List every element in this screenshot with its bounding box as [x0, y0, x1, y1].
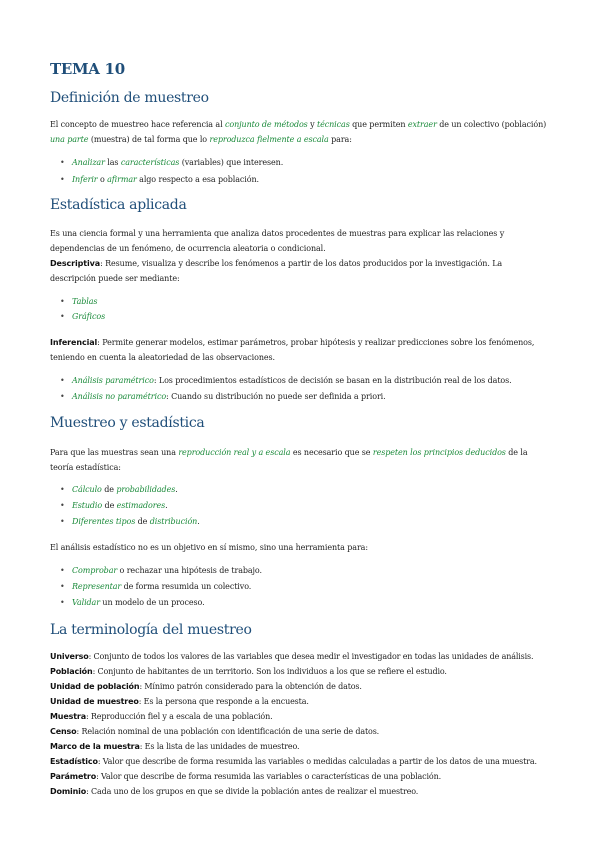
list-item: • Análisis no paramétrico: Cuando su distribución no puede ser definida a priori.: [60, 392, 386, 401]
paragraph-descriptiva: Descriptiva: Resume, visualiza y describe los fenómenos a partir de los datos producidos por la investigación. La descripción puede ser mediante:: [50, 259, 503, 283]
heading-terminologia: La terminología del muestreo: [50, 622, 252, 638]
bullet-icon: •: [60, 598, 65, 607]
list-item: • Análisis paramétrico: Los procedimientos estadísticos de decisión se basan en la distribución real de los datos.: [60, 376, 512, 385]
heading-definicion-muestreo: Definición de muestreo: [50, 90, 209, 106]
list-item: • Representar de forma resumida un colectivo.: [60, 582, 252, 591]
bullet-icon: •: [60, 312, 65, 321]
list-item: • Comprobar o rechazar una hipótesis de trabajo.: [60, 566, 262, 575]
term-dominio: Dominio: Cada uno de los grupos en que se divide la población antes de realizar el muestreo.: [50, 787, 419, 796]
paragraph-analisis: El análisis estadístico no es un objetivo en sí mismo, sino una herramienta para:: [50, 543, 368, 552]
bullet-icon: •: [60, 175, 65, 184]
bullet-icon: •: [60, 517, 65, 526]
list-item: • Tablas: [60, 297, 98, 306]
list-item: • Cálculo de probabilidades.: [60, 485, 178, 494]
bullet-icon: •: [60, 158, 65, 167]
term-parametro: Parámetro: Valor que describe de forma resumida las variables o características de una población.: [50, 772, 441, 781]
bullet-icon: •: [60, 485, 65, 494]
bullet-icon: •: [60, 392, 65, 401]
term-poblacion: Población: Conjunto de habitantes de un territorio. Son los individuos a los que se refiere el estudio.: [50, 667, 447, 676]
paragraph-muestras: Para que las muestras sean una reproducción real y a escala es necesario que se respeten los principios deducidos de la teoría estadística:: [50, 448, 528, 472]
bullet-icon: •: [60, 566, 65, 575]
term-censo: Censo: Relación nominal de una población con identificación de una serie de datos.: [50, 727, 380, 736]
list-item: • Inferir o afirmar algo respecto a esa población.: [60, 175, 259, 184]
heading-muestreo-estadistica: Muestreo y estadística: [50, 415, 205, 431]
term-muestra: Muestra: Reproducción fiel y a escala de una población.: [50, 712, 273, 721]
list-item: • Analizar las características (variables) que interesen.: [60, 158, 284, 167]
paragraph-estadistica: Es una ciencia formal y una herramienta que analiza datos procedentes de muestras para explicar las relaciones y dependencias de un fenómeno, de ocurrencia aleatoria o condicional.: [50, 229, 505, 253]
term-universo: Universo: Conjunto de todos los valores de las variables que desea medir el investigador en todas las unidades de análisis.: [50, 652, 534, 661]
bullet-icon: •: [60, 501, 65, 510]
list-item: • Diferentes tipos de distribución.: [60, 517, 200, 526]
term-unidad-muestreo: Unidad de muestreo: Es la persona que responde a la encuesta.: [50, 697, 309, 706]
paragraph-inferencial: Inferencial: Permite generar modelos, estimar parámetros, probar hipótesis y realizar predicciones sobre los fenómenos, teniendo en cuenta la aleatoriedad de las observaciones.: [50, 338, 535, 362]
term-unidad-poblacion: Unidad de población: Mínimo patrón considerado para la obtención de datos.: [50, 682, 362, 691]
bullet-icon: •: [60, 582, 65, 591]
term-estadistico: Estadístico: Valor que describe de forma resumida las variables o medidas calculadas a partir de los datos de una muestra.: [50, 757, 537, 766]
term-marco-muestra: Marco de la muestra: Es la lista de las unidades de muestreo.: [50, 742, 300, 751]
paragraph-definicion: El concepto de muestreo hace referencia al conjunto de métodos y técnicas que permiten extraer de un colectivo (población) una parte (muestra) de tal forma que lo reproduzca fielmente a escala para:: [50, 120, 547, 144]
bullet-icon: •: [60, 376, 65, 385]
document-title: TEMA 10: [50, 60, 125, 78]
list-item: • Validar un modelo de un proceso.: [60, 598, 205, 607]
list-item: • Estudio de estimadores.: [60, 501, 168, 510]
heading-estadistica-aplicada: Estadística aplicada: [50, 197, 187, 213]
bullet-icon: •: [60, 297, 65, 306]
list-item: • Gráficos: [60, 312, 106, 321]
